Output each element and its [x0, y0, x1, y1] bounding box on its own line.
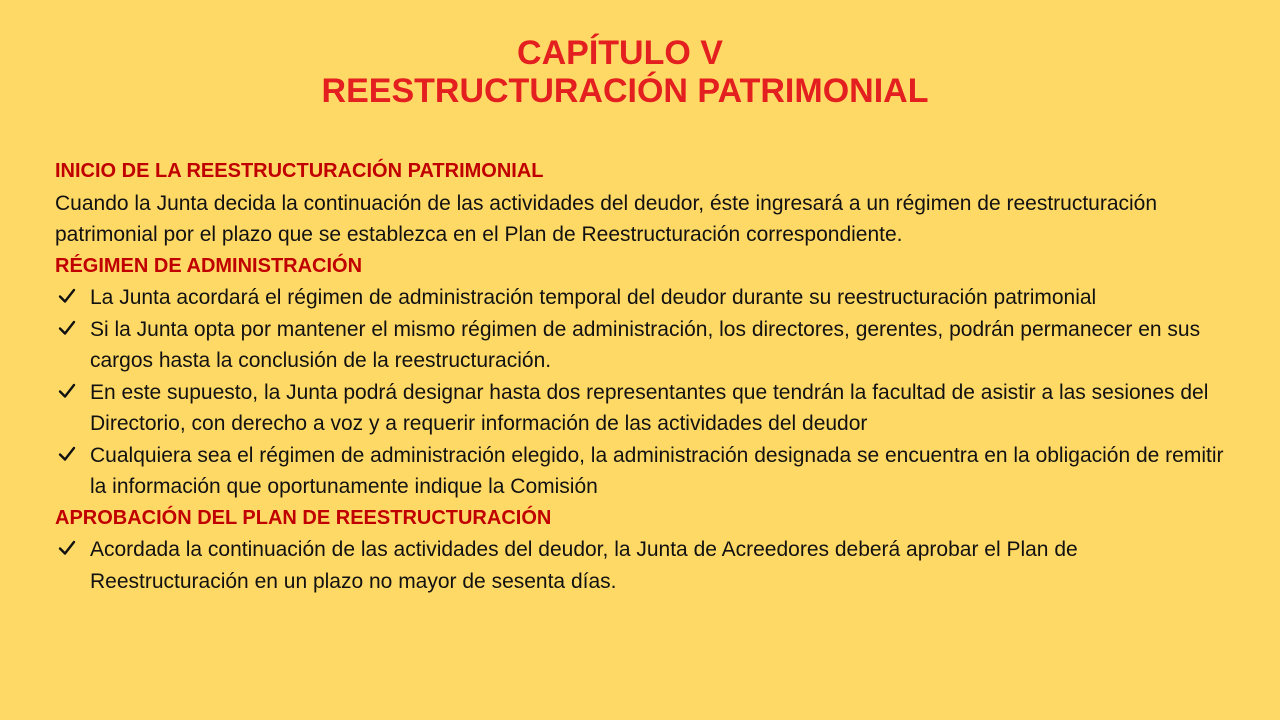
- checkmark-icon: [58, 445, 76, 463]
- aprobacion-checklist: [55, 534, 1230, 597]
- list-item: [55, 440, 1230, 503]
- section-heading-aprobacion: APROBACIÓN DEL PLAN DE REESTRUCTURACIÓN: [55, 506, 552, 529]
- list-item: [55, 377, 1230, 440]
- slide-content: [55, 156, 1230, 597]
- list-item-text: Si la Junta opta por mantener el mismo régimen de administración, los directores, gerentes, podrán permanecer en sus cargos hasta la conclusión de la reestructuración.: [90, 317, 1201, 372]
- section-heading-regimen: RÉGIMEN DE ADMINISTRACIÓN: [55, 254, 363, 277]
- chapter-subtitle: REESTRUCTURACIÓN PATRIMONIAL: [321, 72, 929, 110]
- slide-title: [0, 34, 1250, 110]
- list-item-text: Cualquiera sea el régimen de administración elegido, la administración designada se encuentra en la obligación de remitir la información que oportunamente indique la Comisión: [90, 443, 1224, 498]
- checkmark-icon: [58, 539, 76, 557]
- list-item-text: Acordada la continuación de las actividades del deudor, la Junta de Acreedores deberá aprobar el Plan de Reestructuración en un plazo no mayor de sesenta días.: [90, 538, 1078, 593]
- regimen-checklist: [55, 282, 1230, 503]
- checkmark-icon: [58, 287, 76, 305]
- list-item-text: La Junta acordará el régimen de administración temporal del deudor durante su reestructuración patrimonial: [90, 286, 1097, 309]
- checkmark-icon: [58, 382, 76, 400]
- checkmark-icon: [58, 319, 76, 337]
- chapter-title: CAPÍTULO V: [517, 34, 723, 72]
- list-item: [55, 314, 1230, 377]
- list-item: [55, 282, 1230, 314]
- list-item: [55, 534, 1230, 597]
- section-heading-inicio: INICIO DE LA REESTRUCTURACIÓN PATRIMONIAL: [55, 160, 544, 182]
- section-paragraph-inicio: Cuando la Junta decida la continuación de las actividades del deudor, éste ingresará a un régimen de reestructuración patrimonial por el plazo que se establezca en el Plan de Reestructuración correspondiente.: [55, 191, 1158, 246]
- list-item-text: En este supuesto, la Junta podrá designar hasta dos representantes que tendrán la facultad de asistir a las sesiones del Directorio, con derecho a voz y a requerir información de las actividades del deudor: [90, 380, 1209, 435]
